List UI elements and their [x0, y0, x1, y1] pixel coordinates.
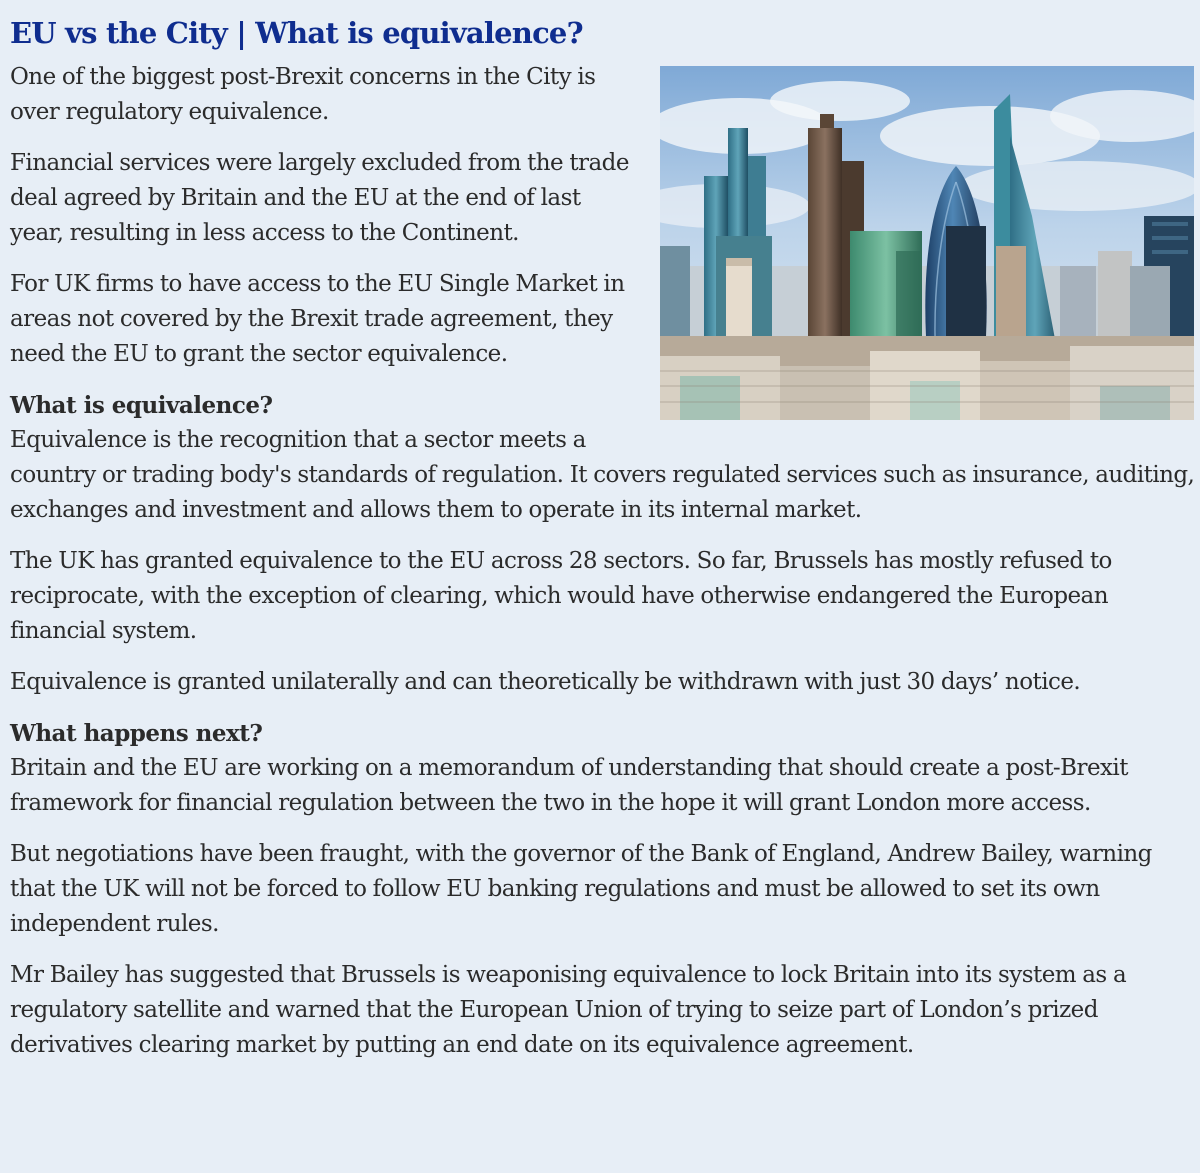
- section-1-paragraph-3: Equivalence is granted unilaterally and can theoretically be withdrawn with just 30 days’ notice.: [10, 669, 1081, 695]
- section-1-paragraph-1: Equivalence is the recognition that a sector meets a country or trading body's standards of regulation. It covers regulated services such as insurance, auditing, exchanges and investment and allows them to operate in its internal market.: [10, 427, 1195, 523]
- intro-paragraph-2: Financial services were largely excluded from the trade deal agreed by Britain and the EU at the end of last year, resulting in less access to the Continent.: [10, 150, 629, 246]
- section-1-paragraph-2: The UK has granted equivalence to the EU across 28 sectors. So far, Brussels has mostly refused to reciprocate, with the exception of clearing, which would have otherwise endangered the European financial system.: [10, 548, 1112, 644]
- section-2-paragraph-1: Britain and the EU are working on a memorandum of understanding that should create a post-Brexit framework for financial regulation between the two in the hope it will grant London more access.: [10, 755, 1128, 816]
- section-heading-what-is-equivalence: What is equivalence?: [10, 392, 273, 419]
- section-2-paragraph-2: But negotiations have been fraught, with the governor of the Bank of England, Andrew Bailey, warning that the UK will not be forced to follow EU banking regulations and must be allowed to set its own independent rules.: [10, 841, 1152, 937]
- section-2-paragraph-3: Mr Bailey has suggested that Brussels is weaponising equivalence to lock Britain into its system as a regulatory satellite and warned that the European Union of trying to seize part of London’s prized derivatives clearing market by putting an end date on its equivalence agreement.: [10, 962, 1127, 1058]
- section-heading-what-happens-next: What happens next?: [10, 720, 263, 747]
- intro-paragraph-1: One of the biggest post-Brexit concerns in the City is over regulatory equivalence.: [10, 64, 596, 125]
- city-skyline-photo: [660, 66, 1194, 420]
- article-title: EU vs the City | What is equivalence?: [10, 16, 583, 50]
- intro-paragraph-3: For UK firms to have access to the EU Single Market in areas not covered by the Brexit trade agreement, they need the EU to grant the sector equivalence.: [10, 271, 625, 367]
